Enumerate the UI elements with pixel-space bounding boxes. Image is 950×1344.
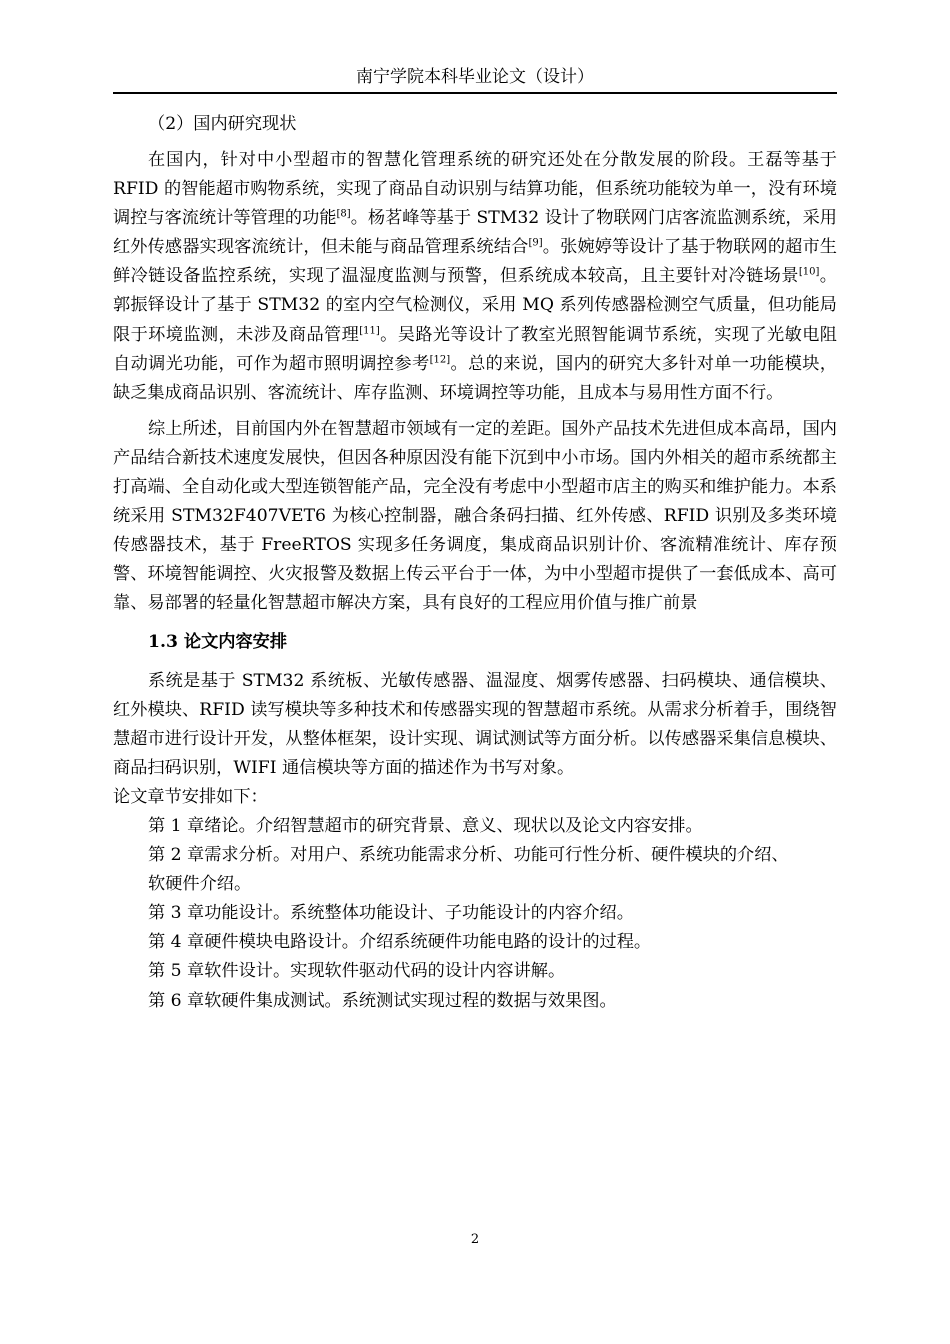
chapter-item: 软硬件介绍。	[148, 874, 252, 895]
chapter-item: 第 1 章绪论。介绍智慧超市的研究背景、意义、现状以及论文内容安排。	[148, 815, 703, 836]
chapter-item: 第 2 章需求分析。对用户、系统功能需求分析、功能可行性分析、硬件模块的介绍、	[148, 845, 789, 866]
page-body	[113, 110, 837, 1016]
page-header	[113, 62, 837, 94]
header-title: 南宁学院本科毕业论文（设计）	[356, 67, 594, 87]
sentence: 。杨茗峰等基于 STM32 设计了物联网门店客流监测系统，采用红外传感器实现客流统计，但未能与商品管理系统结合	[113, 208, 837, 258]
sentence: 。郭振铎设计了基于 STM32 的室内空气检测仪，采用 MQ 系列传感器检测空气质量，但功能局限于环境监测，未涉及商品管理	[113, 266, 837, 345]
subsection-title: （2）国内研究现状	[148, 114, 297, 134]
paragraph-section-intro: 系统是基于 STM32 系统板、光敏传感器、温湿度、烟雾传感器、扫码模块、通信模块、红外模块、RFID 读写模块等多种技术和传感器实现的智慧超市系统。从需求分析着手，围绕智慧超市进行设计开发，从整体框架，设计实现、调试测试等方面分析。以传感器采集信息模块、商品扫码识别，WIFI 通信模块等方面的描述作为书写对象。	[113, 670, 837, 778]
citation: [11]	[359, 324, 380, 336]
section-title: 1.3 论文内容安排	[148, 631, 288, 652]
sentence: 在国内，针对中小型超市的智慧化管理系统的研究还处在分散发展的阶段。王磊等基于 RFID 的智能超市购物系统，实现了商品自动识别与结算功能，但系统功能较为单一，没有环境调控与客流统计等管理的功能	[113, 150, 837, 229]
chapter-item: 第 5 章软件设计。实现软件驱动代码的设计内容讲解。	[148, 961, 566, 982]
chapter-item: 第 3 章功能设计。系统整体功能设计、子功能设计的内容介绍。	[148, 903, 634, 924]
citation: [10]	[798, 266, 820, 278]
paragraph-domestic-research	[113, 146, 837, 408]
citation: [9]	[528, 237, 543, 249]
sentence: 。总的来说，国内的研究大多针对单一功能模块，缺乏集成商品识别、客流统计、库存监测、环境调控等功能，且成本与易用性方面不行。	[113, 353, 837, 403]
chapter-item: 第 4 章硬件模块电路设计。介绍系统硬件功能电路的设计的过程。	[148, 932, 652, 953]
sentence: 。吴路光等设计了教室光照智能调节系统，实现了光敏电阻自动调光功能，可作为超市照明调控参考	[113, 324, 837, 374]
citation: [8]	[336, 208, 351, 220]
paragraph-summary: 综上所述，目前国内外在智慧超市领域有一定的差距。国外产品技术先进但成本高昂，国内产品结合新技术速度发展快，但因各种原因没有能下沉到中小市场。国内外相关的超市系统都主打高端、全自动化或大型连锁智能产品，完全没有考虑中小型超市店主的购买和维护能力。本系统采用 STM32F407VET6 为核心控制器，融合条码扫描、红外传感、RFID 识别及多类环境传感器技术，基于 FreeRTOS 实现多任务调度，集成商品识别计价、客流精准统计、库存预警、环境智能调控、火灾报警及数据上传云平台于一体，为中小型超市提供了一套低成本、高可靠、易部署的轻量化智慧超市解决方案，具有良好的工程应用价值与推广前景	[113, 418, 837, 614]
page-number: 2	[470, 1232, 480, 1247]
sentence: 。张婉婷等设计了基于物联网的超市生鲜冷链设备监控系统，实现了温湿度监测与预警，但系统成本较高，且主要针对冷链场景	[113, 237, 837, 287]
citation: [12]	[429, 353, 451, 365]
chapter-item: 第 6 章软硬件集成测试。系统测试实现过程的数据与效果图。	[148, 990, 617, 1011]
chapter-list-intro: 论文章节安排如下：	[113, 786, 268, 807]
